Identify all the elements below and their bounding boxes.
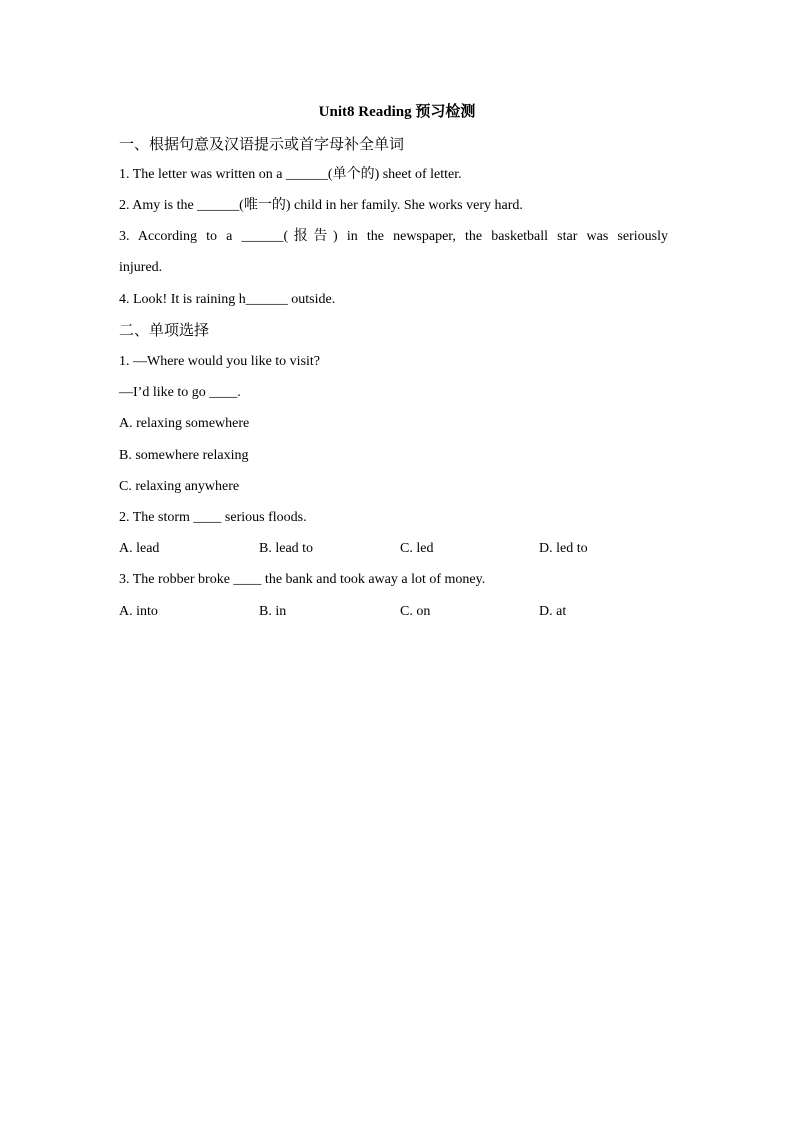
fill-in-item-4: 4. Look! It is raining h______ outside. <box>119 292 336 307</box>
choice-q3-option-c: C. on <box>400 604 431 619</box>
section-1-heading: 一、根据句意及汉语提示或首字母补全单词 <box>119 135 405 153</box>
choice-q1-option-a: A. relaxing somewhere <box>119 416 250 431</box>
choice-q1-option-c: C. relaxing anywhere <box>119 479 240 494</box>
fill-in-item-3-continued: injured. <box>119 260 163 275</box>
choice-q2-options <box>119 539 679 559</box>
fill-in-item-3: 3. According to a ______(报告) in the newspaper, the basketball star was seriously <box>119 229 668 244</box>
choice-q3-option-d: D. at <box>539 604 567 619</box>
choice-q1-answer-line: —I’d like to go ____. <box>119 385 241 400</box>
fill-in-item-2: 2. Amy is the ______(唯一的) child in her family. She works very hard. <box>119 198 523 213</box>
choice-q2-option-b: B. lead to <box>259 541 314 556</box>
choice-q3-option-a: A. into <box>119 604 158 619</box>
choice-q3-stem: 3. The robber broke ____ the bank and took away a lot of money. <box>119 572 486 587</box>
section-2-heading: 二、单项选择 <box>119 321 210 339</box>
choice-q2-option-c: C. led <box>400 541 434 556</box>
choice-q2-option-d: D. led to <box>539 541 588 556</box>
fill-in-item-1: 1. The letter was written on a ______(单个的) sheet of letter. <box>119 167 462 182</box>
choice-q3-options <box>119 602 679 622</box>
choice-q2-stem: 2. The storm ____ serious floods. <box>119 510 307 525</box>
choice-q1-option-b: B. somewhere relaxing <box>119 448 249 463</box>
choice-q3-option-b: B. in <box>259 604 287 619</box>
choice-q2-option-a: A. lead <box>119 541 160 556</box>
choice-q1-stem: 1. —Where would you like to visit? <box>119 354 321 369</box>
document-title: Unit8 Reading 预习检测 <box>318 104 476 120</box>
